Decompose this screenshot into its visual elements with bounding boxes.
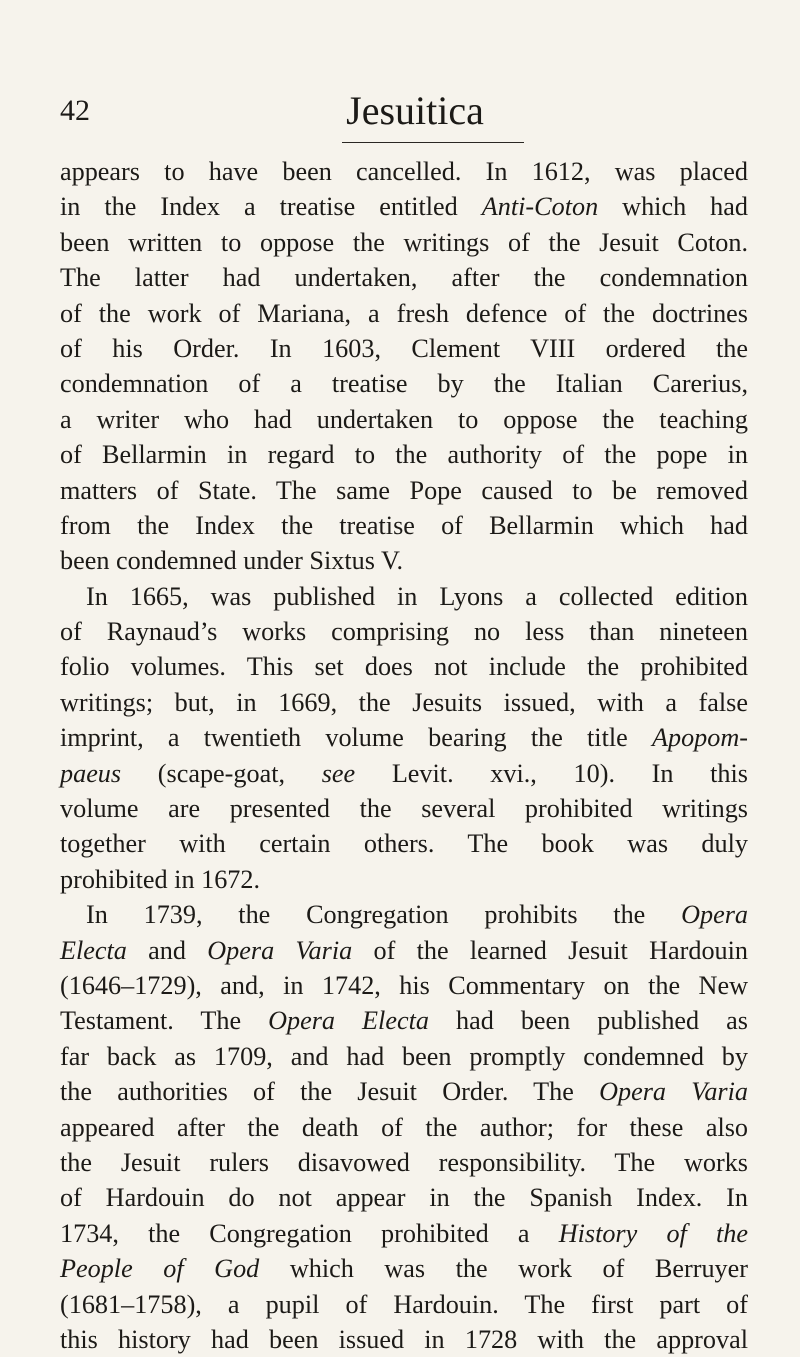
text-run: of Raynaud’s works comprising no less than nineteen: [60, 617, 748, 647]
text-line: [60, 1322, 748, 1357]
text-run: which was the work of Berruyer: [259, 1254, 748, 1284]
text-line: [60, 614, 748, 649]
text-run: In 1739, the Congregation prohibits the: [86, 900, 682, 930]
text-run: prohibited in 1672.: [60, 864, 261, 894]
text-line: [60, 260, 748, 295]
text-line: [60, 1110, 748, 1145]
text-run: imprint, a twentieth volume bearing the title: [60, 723, 652, 753]
text-line: [60, 1074, 748, 1109]
text-line: [60, 862, 748, 897]
text-run: the authorities of the Jesuit Order. The: [60, 1077, 600, 1107]
italic-run: People of God: [60, 1254, 260, 1284]
text-run: together with certain others. The book was duly: [60, 829, 748, 859]
text-line: [60, 579, 748, 614]
page-number: 42: [60, 94, 90, 127]
text-run: matters of State. The same Pope caused to be removed: [60, 475, 748, 505]
text-run: from the Index the treatise of Bellarmin which had: [60, 510, 748, 540]
text-line: [60, 1039, 748, 1074]
text-line: [60, 1287, 748, 1322]
text-line: [60, 826, 748, 861]
text-run: and: [126, 935, 208, 965]
italic-run: History of the: [558, 1218, 748, 1248]
text-run: (scape-goat,: [121, 758, 322, 788]
text-line: [60, 897, 748, 932]
text-line: [60, 437, 748, 472]
text-run: appeared after the death of the author; for these also: [60, 1112, 748, 1142]
text-run: in the Index a treatise entitled: [60, 192, 482, 222]
italic-run: Opera Varia: [207, 935, 353, 965]
text-line: [60, 508, 748, 543]
text-line: [60, 791, 748, 826]
text-run: 1734, the Congregation prohibited a: [60, 1218, 559, 1248]
text-line: [60, 331, 748, 366]
italic-run: Opera: [681, 900, 748, 930]
text-line: [60, 296, 748, 331]
body-text: [60, 154, 748, 1357]
text-run: the Jesuit rulers disavowed responsibility. The works: [60, 1147, 748, 1177]
text-line: [60, 543, 748, 578]
text-line: [60, 225, 748, 260]
text-run: In 1665, was published in Lyons a collected edition: [86, 581, 748, 611]
text-run: Testament. The: [60, 1006, 269, 1036]
text-run: of the learned Jesuit Hardouin: [352, 935, 748, 965]
italic-run: Opera Electa: [268, 1006, 429, 1036]
text-line: [60, 402, 748, 437]
text-run: Levit. xvi., 10). In this: [355, 758, 748, 788]
text-line: [60, 1003, 748, 1038]
text-run: had been published as: [428, 1006, 748, 1036]
text-run: this history had been issued in 1728 with the approval: [60, 1324, 748, 1354]
italic-run: see: [321, 758, 356, 788]
text-line: [60, 473, 748, 508]
text-line: [60, 685, 748, 720]
header-rule: [342, 142, 524, 143]
text-line: [60, 1251, 748, 1286]
text-run: of Bellarmin in regard to the authority of the pope in: [60, 440, 748, 470]
text-line: [60, 1145, 748, 1180]
text-run: condemnation of a treatise by the Italian Carerius,: [60, 369, 748, 399]
text-run: been written to oppose the writings of the Jesuit Coton.: [60, 227, 748, 257]
text-line: [60, 720, 748, 755]
text-run: of Hardouin do not appear in the Spanish Index. In: [60, 1183, 748, 1213]
text-run: been condemned under Sixtus V.: [60, 546, 404, 576]
text-line: [60, 189, 748, 224]
running-head: Jesuitica: [346, 88, 484, 133]
text-run: which had: [598, 192, 748, 222]
text-line: [60, 154, 748, 189]
text-run: The latter had undertaken, after the condemnation: [60, 263, 748, 293]
text-line: [60, 968, 748, 1003]
text-line: [60, 1180, 748, 1215]
italic-run: Electa: [60, 935, 127, 965]
text-run: appears to have been cancelled. In 1612, was placed: [60, 157, 748, 186]
text-line: [60, 366, 748, 401]
text-run: (1681–1758), a pupil of Hardouin. The first part of: [60, 1289, 748, 1319]
text-run: (1646–1729), and, in 1742, his Commentary on the New: [60, 970, 748, 1000]
text-run: of his Order. In 1603, Clement VIII ordered the: [60, 333, 748, 363]
italic-run: Opera Varia: [599, 1077, 748, 1107]
italic-run: paeus: [60, 758, 122, 788]
italic-run: Anti-Coton: [481, 192, 599, 222]
page-header: [60, 90, 750, 140]
text-run: volume are presented the several prohibited writings: [60, 794, 748, 824]
text-line: [60, 933, 748, 968]
text-run: far back as 1709, and had been promptly condemned by: [60, 1041, 748, 1071]
italic-run: Apopom-: [651, 723, 748, 753]
text-line: [60, 1216, 748, 1251]
text-run: folio volumes. This set does not include the prohibited: [60, 652, 748, 682]
text-line: [60, 756, 748, 791]
text-run: writings; but, in 1669, the Jesuits issued, with a false: [60, 687, 748, 717]
text-run: of the work of Mariana, a fresh defence of the doctrines: [60, 298, 748, 328]
text-line: [60, 649, 748, 684]
text-run: a writer who had undertaken to oppose the teaching: [60, 404, 748, 434]
